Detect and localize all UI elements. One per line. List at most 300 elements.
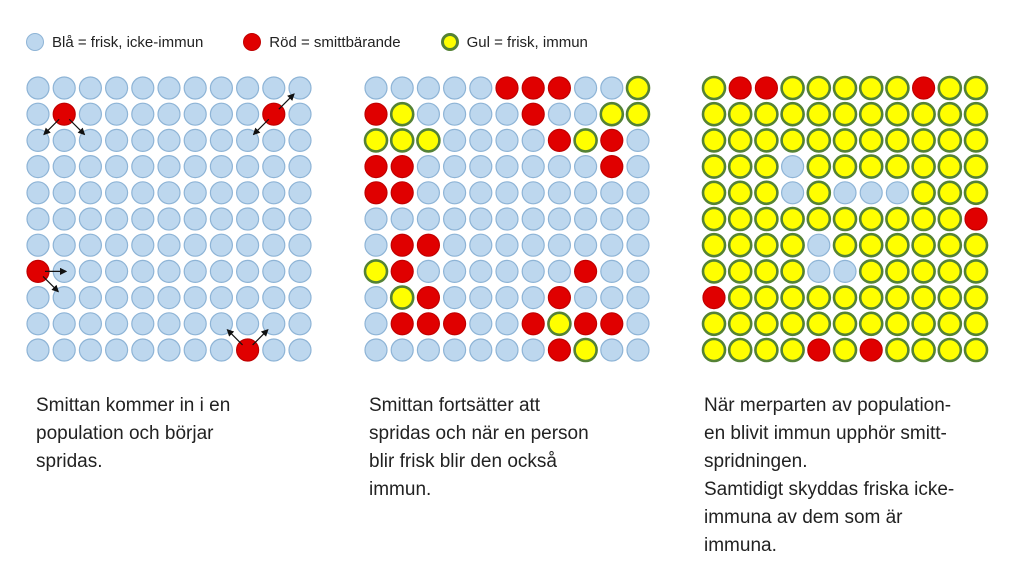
person-healthy bbox=[522, 208, 544, 230]
person-infected bbox=[575, 260, 597, 282]
person-healthy bbox=[158, 103, 180, 125]
person-healthy bbox=[289, 156, 311, 178]
legend-label-blue: Blå = frisk, icke-immun bbox=[52, 33, 204, 51]
person-healthy bbox=[627, 129, 649, 151]
person-immune bbox=[703, 260, 725, 282]
person-healthy bbox=[886, 182, 908, 204]
person-immune bbox=[834, 287, 856, 309]
person-immune bbox=[939, 103, 961, 125]
caption-line: Smittan fortsätter att bbox=[369, 395, 541, 416]
person-healthy bbox=[106, 77, 128, 99]
caption-line: spridas och när en person bbox=[369, 423, 589, 444]
person-immune bbox=[965, 129, 987, 151]
person-healthy bbox=[132, 234, 154, 256]
person-healthy bbox=[289, 129, 311, 151]
person-healthy bbox=[601, 234, 623, 256]
caption-line: spridas. bbox=[36, 451, 103, 472]
person-healthy bbox=[184, 339, 206, 361]
person-healthy bbox=[391, 208, 413, 230]
person-immune bbox=[808, 287, 830, 309]
person-healthy bbox=[132, 208, 154, 230]
person-healthy bbox=[53, 208, 75, 230]
person-healthy bbox=[106, 234, 128, 256]
person-healthy bbox=[210, 234, 232, 256]
person-immune bbox=[782, 313, 804, 335]
person-immune bbox=[939, 234, 961, 256]
person-immune bbox=[808, 208, 830, 230]
person-immune bbox=[965, 287, 987, 309]
person-healthy bbox=[27, 156, 49, 178]
person-healthy bbox=[158, 129, 180, 151]
person-healthy bbox=[548, 182, 570, 204]
person-healthy bbox=[548, 260, 570, 282]
caption-continued-spread bbox=[369, 392, 589, 504]
person-healthy bbox=[79, 156, 101, 178]
person-healthy bbox=[79, 313, 101, 335]
panel-initial-spread bbox=[24, 74, 316, 366]
person-immune bbox=[834, 156, 856, 178]
person-healthy bbox=[79, 234, 101, 256]
person-healthy bbox=[184, 260, 206, 282]
person-healthy bbox=[237, 77, 259, 99]
person-healthy bbox=[470, 234, 492, 256]
person-infected bbox=[391, 260, 413, 282]
person-immune bbox=[939, 260, 961, 282]
person-healthy bbox=[496, 103, 518, 125]
person-immune bbox=[965, 260, 987, 282]
person-immune bbox=[860, 234, 882, 256]
person-immune bbox=[627, 77, 649, 99]
person-immune bbox=[729, 182, 751, 204]
person-immune bbox=[703, 339, 725, 361]
person-healthy bbox=[210, 129, 232, 151]
person-healthy bbox=[522, 234, 544, 256]
person-healthy bbox=[627, 339, 649, 361]
person-immune bbox=[729, 234, 751, 256]
person-infected bbox=[755, 77, 777, 99]
person-healthy bbox=[27, 208, 49, 230]
person-healthy bbox=[470, 182, 492, 204]
person-immune bbox=[755, 287, 777, 309]
person-healthy bbox=[53, 156, 75, 178]
person-healthy bbox=[496, 313, 518, 335]
person-healthy bbox=[496, 234, 518, 256]
person-immune bbox=[939, 313, 961, 335]
person-infected bbox=[703, 287, 725, 309]
person-immune bbox=[755, 260, 777, 282]
person-immune bbox=[860, 129, 882, 151]
person-immune bbox=[729, 287, 751, 309]
person-immune bbox=[729, 339, 751, 361]
person-immune bbox=[782, 208, 804, 230]
person-healthy bbox=[53, 182, 75, 204]
person-healthy bbox=[263, 208, 285, 230]
person-immune bbox=[782, 339, 804, 361]
person-healthy bbox=[365, 234, 387, 256]
person-infected bbox=[601, 313, 623, 335]
person-infected bbox=[860, 339, 882, 361]
person-healthy bbox=[548, 208, 570, 230]
person-healthy bbox=[496, 156, 518, 178]
person-healthy bbox=[184, 129, 206, 151]
person-healthy bbox=[184, 287, 206, 309]
person-immune bbox=[729, 208, 751, 230]
person-healthy bbox=[860, 182, 882, 204]
person-healthy bbox=[263, 129, 285, 151]
person-immune bbox=[886, 103, 908, 125]
person-immune bbox=[703, 129, 725, 151]
person-healthy bbox=[106, 313, 128, 335]
person-healthy bbox=[365, 77, 387, 99]
person-healthy bbox=[627, 156, 649, 178]
person-healthy bbox=[470, 339, 492, 361]
person-healthy bbox=[417, 156, 439, 178]
person-healthy bbox=[27, 234, 49, 256]
person-immune bbox=[886, 313, 908, 335]
person-healthy bbox=[184, 103, 206, 125]
panel-continued-spread bbox=[362, 74, 654, 366]
person-immune bbox=[965, 156, 987, 178]
person-healthy bbox=[496, 287, 518, 309]
person-infected bbox=[417, 287, 439, 309]
person-healthy bbox=[237, 156, 259, 178]
caption-initial-spread bbox=[36, 392, 230, 476]
person-healthy bbox=[158, 313, 180, 335]
person-healthy bbox=[627, 313, 649, 335]
person-immune bbox=[913, 234, 935, 256]
person-immune bbox=[939, 287, 961, 309]
legend-dot-yellow bbox=[441, 33, 459, 51]
person-immune bbox=[834, 234, 856, 256]
person-healthy bbox=[237, 103, 259, 125]
person-immune bbox=[860, 156, 882, 178]
caption-line: population och börjar bbox=[36, 423, 214, 444]
person-immune bbox=[913, 287, 935, 309]
person-immune bbox=[913, 182, 935, 204]
person-immune bbox=[782, 260, 804, 282]
person-healthy bbox=[79, 339, 101, 361]
person-healthy bbox=[263, 234, 285, 256]
person-healthy bbox=[601, 182, 623, 204]
person-healthy bbox=[444, 234, 466, 256]
person-healthy bbox=[27, 103, 49, 125]
population-grid-initial bbox=[24, 74, 316, 366]
person-healthy bbox=[289, 182, 311, 204]
person-healthy bbox=[184, 234, 206, 256]
person-healthy bbox=[444, 287, 466, 309]
person-infected bbox=[522, 313, 544, 335]
person-healthy bbox=[470, 156, 492, 178]
person-healthy bbox=[391, 77, 413, 99]
person-healthy bbox=[522, 287, 544, 309]
person-healthy bbox=[575, 287, 597, 309]
person-healthy bbox=[522, 156, 544, 178]
person-healthy bbox=[53, 129, 75, 151]
person-immune bbox=[913, 103, 935, 125]
person-healthy bbox=[417, 77, 439, 99]
person-immune bbox=[755, 313, 777, 335]
person-immune bbox=[913, 156, 935, 178]
person-healthy bbox=[548, 156, 570, 178]
person-immune bbox=[860, 313, 882, 335]
person-healthy bbox=[496, 260, 518, 282]
legend-item-infected bbox=[243, 33, 400, 51]
person-healthy bbox=[289, 103, 311, 125]
legend bbox=[26, 29, 628, 55]
person-infected bbox=[365, 156, 387, 178]
person-healthy bbox=[237, 260, 259, 282]
person-healthy bbox=[548, 103, 570, 125]
caption-line: blir frisk blir den också bbox=[369, 451, 557, 472]
person-immune bbox=[729, 156, 751, 178]
caption-line: Smittan kommer in i en bbox=[36, 395, 231, 416]
person-immune bbox=[703, 182, 725, 204]
person-immune bbox=[755, 234, 777, 256]
person-healthy bbox=[470, 129, 492, 151]
person-healthy bbox=[158, 182, 180, 204]
person-immune bbox=[913, 313, 935, 335]
person-immune bbox=[782, 103, 804, 125]
person-immune bbox=[860, 260, 882, 282]
person-healthy bbox=[79, 208, 101, 230]
person-healthy bbox=[237, 287, 259, 309]
person-healthy bbox=[391, 339, 413, 361]
person-healthy bbox=[575, 77, 597, 99]
person-healthy bbox=[601, 260, 623, 282]
person-healthy bbox=[263, 77, 285, 99]
person-infected bbox=[729, 77, 751, 99]
person-immune bbox=[729, 260, 751, 282]
person-immune bbox=[834, 129, 856, 151]
person-healthy bbox=[132, 287, 154, 309]
person-healthy bbox=[522, 182, 544, 204]
legend-label-yellow: Gul = frisk, immun bbox=[466, 33, 588, 51]
person-immune bbox=[965, 103, 987, 125]
person-healthy bbox=[575, 234, 597, 256]
person-immune bbox=[939, 182, 961, 204]
person-healthy bbox=[417, 182, 439, 204]
person-healthy bbox=[522, 339, 544, 361]
person-healthy bbox=[263, 260, 285, 282]
person-immune bbox=[365, 260, 387, 282]
person-healthy bbox=[365, 287, 387, 309]
person-healthy bbox=[237, 234, 259, 256]
person-healthy bbox=[158, 156, 180, 178]
person-immune bbox=[886, 77, 908, 99]
person-infected bbox=[365, 103, 387, 125]
person-immune bbox=[391, 103, 413, 125]
person-immune bbox=[755, 103, 777, 125]
person-healthy bbox=[106, 260, 128, 282]
panel-herd-immunity bbox=[700, 74, 992, 366]
person-healthy bbox=[210, 156, 232, 178]
person-immune bbox=[703, 208, 725, 230]
person-immune bbox=[834, 313, 856, 335]
person-immune bbox=[939, 77, 961, 99]
person-immune bbox=[965, 182, 987, 204]
person-healthy bbox=[782, 182, 804, 204]
person-healthy bbox=[237, 182, 259, 204]
person-immune bbox=[808, 103, 830, 125]
population-grid-herd bbox=[700, 74, 992, 366]
person-immune bbox=[703, 313, 725, 335]
person-immune bbox=[965, 339, 987, 361]
person-immune bbox=[886, 260, 908, 282]
person-immune bbox=[965, 234, 987, 256]
person-healthy bbox=[263, 182, 285, 204]
caption-line: immun. bbox=[369, 479, 432, 500]
person-healthy bbox=[575, 208, 597, 230]
person-healthy bbox=[289, 313, 311, 335]
population-grid-spread bbox=[362, 74, 654, 366]
person-healthy bbox=[470, 77, 492, 99]
person-immune bbox=[860, 208, 882, 230]
caption-line: immuna av dem som är bbox=[704, 507, 903, 528]
person-healthy bbox=[132, 77, 154, 99]
person-healthy bbox=[27, 339, 49, 361]
person-healthy bbox=[496, 129, 518, 151]
person-immune bbox=[729, 313, 751, 335]
person-immune bbox=[755, 339, 777, 361]
person-immune bbox=[808, 182, 830, 204]
person-immune bbox=[886, 208, 908, 230]
person-healthy bbox=[548, 234, 570, 256]
person-healthy bbox=[263, 287, 285, 309]
person-immune bbox=[939, 339, 961, 361]
caption-line: spridningen. bbox=[704, 451, 808, 472]
person-healthy bbox=[444, 77, 466, 99]
person-healthy bbox=[417, 208, 439, 230]
person-healthy bbox=[601, 339, 623, 361]
person-infected bbox=[391, 313, 413, 335]
person-immune bbox=[886, 129, 908, 151]
person-healthy bbox=[470, 103, 492, 125]
person-healthy bbox=[782, 156, 804, 178]
person-healthy bbox=[210, 287, 232, 309]
person-immune bbox=[860, 77, 882, 99]
person-healthy bbox=[834, 182, 856, 204]
person-immune bbox=[965, 77, 987, 99]
person-healthy bbox=[158, 260, 180, 282]
person-healthy bbox=[27, 313, 49, 335]
person-immune bbox=[886, 339, 908, 361]
person-healthy bbox=[106, 208, 128, 230]
person-healthy bbox=[210, 182, 232, 204]
person-immune bbox=[782, 129, 804, 151]
person-immune bbox=[391, 129, 413, 151]
person-healthy bbox=[496, 208, 518, 230]
person-immune bbox=[808, 77, 830, 99]
person-healthy bbox=[210, 77, 232, 99]
person-healthy bbox=[627, 287, 649, 309]
person-immune bbox=[548, 313, 570, 335]
person-healthy bbox=[106, 129, 128, 151]
person-healthy bbox=[417, 339, 439, 361]
person-infected bbox=[601, 129, 623, 151]
person-healthy bbox=[470, 287, 492, 309]
person-healthy bbox=[106, 287, 128, 309]
person-healthy bbox=[158, 208, 180, 230]
person-immune bbox=[601, 103, 623, 125]
legend-dot-red bbox=[243, 33, 261, 51]
person-healthy bbox=[210, 103, 232, 125]
caption-line: När merparten av population- bbox=[704, 395, 952, 416]
person-healthy bbox=[417, 103, 439, 125]
person-healthy bbox=[289, 208, 311, 230]
person-healthy bbox=[417, 260, 439, 282]
legend-dot-blue bbox=[26, 33, 44, 51]
person-infected bbox=[391, 182, 413, 204]
person-infected bbox=[548, 339, 570, 361]
person-healthy bbox=[575, 103, 597, 125]
person-healthy bbox=[627, 208, 649, 230]
person-immune bbox=[729, 103, 751, 125]
person-infected bbox=[365, 182, 387, 204]
person-healthy bbox=[522, 129, 544, 151]
person-immune bbox=[913, 339, 935, 361]
person-healthy bbox=[237, 208, 259, 230]
person-healthy bbox=[601, 287, 623, 309]
person-healthy bbox=[289, 234, 311, 256]
person-infected bbox=[601, 156, 623, 178]
person-immune bbox=[886, 156, 908, 178]
person-healthy bbox=[27, 287, 49, 309]
person-healthy bbox=[496, 182, 518, 204]
person-healthy bbox=[444, 208, 466, 230]
person-healthy bbox=[365, 339, 387, 361]
person-immune bbox=[755, 208, 777, 230]
person-infected bbox=[522, 77, 544, 99]
person-infected bbox=[548, 77, 570, 99]
person-healthy bbox=[79, 182, 101, 204]
person-healthy bbox=[27, 182, 49, 204]
person-healthy bbox=[263, 156, 285, 178]
person-healthy bbox=[79, 260, 101, 282]
person-healthy bbox=[184, 313, 206, 335]
person-healthy bbox=[263, 339, 285, 361]
person-healthy bbox=[79, 103, 101, 125]
caption-line: en blivit immun upphör smitt- bbox=[704, 423, 947, 444]
person-infected bbox=[444, 313, 466, 335]
person-healthy bbox=[808, 234, 830, 256]
person-healthy bbox=[289, 287, 311, 309]
person-healthy bbox=[53, 234, 75, 256]
person-immune bbox=[808, 156, 830, 178]
person-healthy bbox=[79, 77, 101, 99]
person-immune bbox=[834, 208, 856, 230]
person-healthy bbox=[627, 182, 649, 204]
person-immune bbox=[939, 208, 961, 230]
person-immune bbox=[913, 129, 935, 151]
person-healthy bbox=[53, 313, 75, 335]
person-immune bbox=[834, 103, 856, 125]
person-healthy bbox=[210, 260, 232, 282]
person-healthy bbox=[210, 339, 232, 361]
person-healthy bbox=[132, 313, 154, 335]
person-healthy bbox=[289, 339, 311, 361]
person-healthy bbox=[27, 77, 49, 99]
person-healthy bbox=[184, 208, 206, 230]
person-infected bbox=[913, 77, 935, 99]
person-healthy bbox=[158, 234, 180, 256]
person-healthy bbox=[470, 208, 492, 230]
person-healthy bbox=[132, 182, 154, 204]
person-healthy bbox=[627, 234, 649, 256]
person-healthy bbox=[575, 156, 597, 178]
person-infected bbox=[391, 234, 413, 256]
person-healthy bbox=[132, 156, 154, 178]
person-immune bbox=[703, 234, 725, 256]
